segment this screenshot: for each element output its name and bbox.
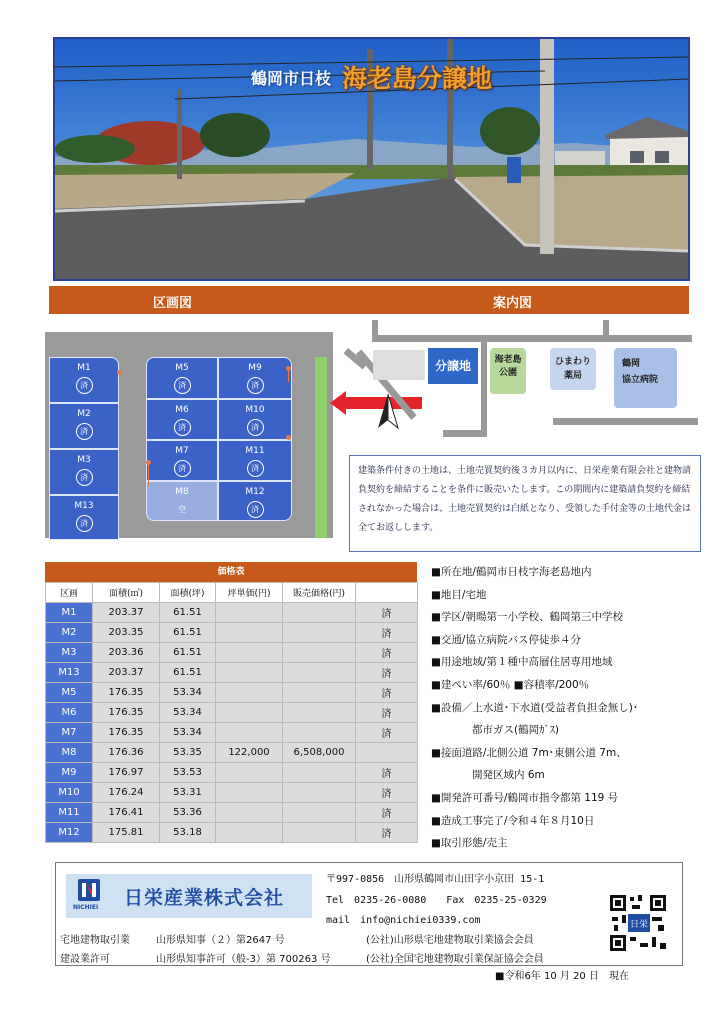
lot-cell: M7 [46, 723, 93, 743]
green-strip [315, 357, 327, 538]
table-row [46, 803, 418, 823]
info-facilities-cont: 都市ガス(鶴岡ｶﾞｽ) [472, 724, 559, 737]
table-cell: 済 [356, 623, 418, 643]
lot-m13[interactable] [49, 495, 119, 540]
map-road [603, 320, 609, 342]
table-row [46, 623, 418, 643]
table-cell: 済 [356, 803, 418, 823]
property-info [431, 561, 721, 855]
map-road [443, 430, 487, 437]
lot-m10[interactable] [218, 399, 292, 440]
company-box [55, 862, 683, 966]
boundary-marker-line [288, 368, 289, 382]
table-row [46, 823, 418, 843]
map-road [372, 320, 378, 342]
license2-label: 建設業許可 [60, 954, 110, 965]
table-cell: 済 [356, 763, 418, 783]
hero-title [55, 59, 688, 95]
lot-status-badge: 済 [174, 419, 191, 436]
table-cell: 6,508,000 [283, 743, 356, 763]
map-houses [373, 350, 425, 380]
table-cell [283, 723, 356, 743]
table-cell [216, 623, 283, 643]
table-cell: 53.34 [160, 683, 216, 703]
table-cell: 済 [356, 823, 418, 843]
table-row [46, 643, 418, 663]
info-school-district: ■学区/朝暘第一小学校、鶴岡第三中学校 [431, 611, 623, 624]
table-row [46, 763, 418, 783]
table-cell: 203.36 [93, 643, 160, 663]
table-cell: 176.35 [93, 723, 160, 743]
lot-status-badge: 済 [174, 460, 191, 477]
table-cell: 53.35 [160, 743, 216, 763]
as-of-date: ■令和6年 10 月 20 日 現在 [495, 971, 629, 982]
table-cell [216, 643, 283, 663]
map-pharmacy [550, 348, 596, 390]
table-cell: 61.51 [160, 643, 216, 663]
lot-cell: M11 [46, 803, 93, 823]
map-road [553, 418, 698, 425]
col-header: 販売価格(円) [283, 583, 356, 603]
license2-value: 山形県知事許可（般-3）第 700263 号 [156, 954, 331, 965]
table-cell [283, 643, 356, 663]
table-cell: 53.53 [160, 763, 216, 783]
lot-status-badge: 済 [247, 501, 264, 518]
lot-m9[interactable] [218, 357, 292, 399]
lot-cell: M9 [46, 763, 93, 783]
lot-m5[interactable] [146, 357, 218, 399]
table-cell [283, 603, 356, 623]
hero-photo [53, 37, 690, 281]
map-pharmacy-label: ひまわり 薬局 [554, 357, 591, 381]
table-cell: 203.35 [93, 623, 160, 643]
table-cell [216, 823, 283, 843]
table-cell [216, 763, 283, 783]
col-header [356, 583, 418, 603]
col-header: 面積(坪) [160, 583, 216, 603]
info-transaction-type: ■取引形態/売主 [431, 837, 508, 850]
lot-status-badge: 済 [247, 460, 264, 477]
hero-main-title: 海老島分譲地 [342, 64, 493, 93]
lot-status-badge: 済 [247, 419, 264, 436]
lot-label: M3 [77, 455, 91, 465]
table-cell: 済 [356, 703, 418, 723]
table-cell: 176.35 [93, 683, 160, 703]
lot-cell: M2 [46, 623, 93, 643]
price-table [45, 562, 417, 843]
map-road [481, 335, 487, 437]
table-cell [216, 703, 283, 723]
info-road-access-cont: 開発区域内 6m [472, 769, 545, 782]
lot-cell: M1 [46, 603, 93, 623]
lot-m1[interactable] [49, 357, 119, 403]
sales-condition-note: 建築条件付きの土地は、土地売買契約後３カ月以内に、日栄産業有限会社と建物請負契約を締結することを条件に販売いたします。この期間内に建築請負契約を締結されなかった場合は、土地売買契約は白紙となり、受領した手付金等の土地代金は全てお返しします。 [349, 455, 701, 552]
price-table-body [46, 603, 418, 843]
company-address: 〒997-0856 山形県鶴岡市山田字小京田 15-1 [326, 874, 545, 885]
lot-label: M6 [175, 405, 189, 415]
association2: (公社)全国宅地建物取引業保証協会会員 [366, 954, 544, 965]
lot-label: M8 [175, 487, 189, 497]
table-row [46, 603, 418, 623]
table-cell: 176.41 [93, 803, 160, 823]
table-cell: 済 [356, 643, 418, 663]
table-cell [356, 743, 418, 763]
table-row [46, 783, 418, 803]
lot-label: M10 [245, 405, 265, 415]
table-cell: 済 [356, 683, 418, 703]
table-cell: 61.51 [160, 663, 216, 683]
table-cell [283, 763, 356, 783]
table-cell: 済 [356, 603, 418, 623]
lot-label: M9 [248, 363, 262, 373]
lot-label: M11 [245, 446, 265, 456]
company-name: 日栄産業株式会社 [124, 887, 285, 909]
map-hospital-label: 鶴岡 協立病院 [622, 359, 659, 385]
table-cell: 122,000 [216, 743, 283, 763]
guide-map [348, 320, 698, 442]
company-email[interactable]: mail info@nichiei0339.com [326, 915, 481, 926]
table-cell: 176.36 [93, 743, 160, 763]
table-cell [283, 663, 356, 683]
lot-cell: M3 [46, 643, 93, 663]
price-table-header-row [46, 583, 418, 603]
table-cell [283, 623, 356, 643]
table-row [46, 663, 418, 683]
info-completion: ■造成工事完了/令和４年８月10日 [431, 814, 595, 827]
table-cell: 済 [356, 783, 418, 803]
company-logo-subtext: NICHIEI [73, 904, 99, 911]
lot-label: M5 [175, 363, 189, 373]
lot-m12[interactable] [218, 481, 292, 521]
table-cell [216, 603, 283, 623]
lot-cell: M10 [46, 783, 93, 803]
lot-label: M1 [77, 363, 91, 373]
lot-m7[interactable] [146, 440, 218, 481]
lot-label: M2 [77, 409, 91, 419]
table-cell [216, 663, 283, 683]
map-site-label: 分譲地 [434, 359, 471, 373]
table-cell: 53.34 [160, 723, 216, 743]
table-cell: 53.36 [160, 803, 216, 823]
map-park [490, 348, 526, 394]
table-cell: 53.18 [160, 823, 216, 843]
info-road-access: ■接面道路/北側公道 7m･東側公道 7m、 [431, 746, 627, 759]
lot-status-badge: 済 [76, 377, 93, 394]
boundary-marker [286, 435, 291, 440]
lot-m8[interactable] [146, 481, 218, 521]
boundary-marker-line [119, 372, 120, 386]
price-table-title: 価格表 [45, 562, 417, 582]
lot-status-badge: 済 [174, 377, 191, 394]
section-header-bar [49, 286, 689, 314]
table-cell: 61.51 [160, 623, 216, 643]
map-hospital [614, 348, 677, 408]
table-cell: 済 [356, 663, 418, 683]
company-logo-icon [78, 879, 100, 901]
lot-status-badge: 済 [247, 377, 264, 394]
col-header: 面積(㎡) [93, 583, 160, 603]
table-cell [283, 783, 356, 803]
table-cell: 176.24 [93, 783, 160, 803]
table-cell [283, 683, 356, 703]
lot-status-badge: 済 [76, 515, 93, 532]
table-row [46, 723, 418, 743]
info-facilities: ■設備／上水道･下水道(受益者負担金無し)･ [431, 701, 639, 714]
north-arrow-icon [373, 390, 403, 432]
lot-status-badge: 済 [76, 469, 93, 486]
table-cell: 53.31 [160, 783, 216, 803]
info-transport: ■交通/協立病院バス停徒歩４分 [431, 633, 581, 646]
info-zoning: ■用途地域/第１種中高層住居専用地域 [431, 656, 613, 669]
table-cell: 203.37 [93, 663, 160, 683]
table-cell: 175.81 [93, 823, 160, 843]
license1-value: 山形県知事（２）第2647 号 [156, 935, 285, 946]
info-permit-number: ■開発許可番号/鶴岡市指令都第 119 号 [431, 791, 619, 804]
table-cell: 176.97 [93, 763, 160, 783]
map-road [372, 335, 692, 342]
lot-m6[interactable] [146, 399, 218, 440]
table-cell: 61.51 [160, 603, 216, 623]
qr-code-icon[interactable] [608, 893, 668, 953]
table-cell [283, 703, 356, 723]
table-cell: 176.35 [93, 703, 160, 723]
table-cell [216, 803, 283, 823]
map-site [428, 348, 478, 384]
info-location: ■所在地/鶴岡市日枝字海老島地内 [431, 566, 592, 578]
info-coverage-ratio: ■建ぺい率/60％ ■容積率/200％ [431, 678, 590, 691]
map-heading: 案内図 [493, 296, 533, 311]
lot-m2[interactable] [49, 403, 119, 449]
company-logo-banner [66, 874, 312, 918]
table-row [46, 683, 418, 703]
lot-label: M13 [74, 501, 94, 511]
table-cell [283, 823, 356, 843]
lot-m3[interactable] [49, 449, 119, 495]
price-table-grid [45, 582, 418, 843]
lot-status-badge: 済 [76, 423, 93, 440]
col-header: 区画 [46, 583, 93, 603]
lot-label: M12 [245, 487, 265, 497]
hero-subtitle: 鶴岡市日枝 [250, 68, 331, 88]
lot-cell: M8 [46, 743, 93, 763]
lot-m11[interactable] [218, 440, 292, 481]
license1-label: 宅地建物取引業 [60, 935, 130, 946]
qr-label: 日栄 [629, 920, 649, 930]
lot-cell: M12 [46, 823, 93, 843]
lot-status-badge: 空 [178, 505, 186, 514]
lot-cell: M13 [46, 663, 93, 683]
lot-label: M7 [175, 446, 189, 456]
table-cell [216, 723, 283, 743]
info-land-category: ■地目/宅地 [431, 588, 487, 601]
boundary-marker-line [148, 462, 149, 486]
plan-heading: 区画図 [153, 296, 193, 311]
lot-cell: M6 [46, 703, 93, 723]
company-phone-fax: Tel 0235-26-0080 Fax 0235-25-0329 [326, 895, 547, 906]
table-cell [216, 683, 283, 703]
table-cell: 済 [356, 723, 418, 743]
table-cell: 203.37 [93, 603, 160, 623]
lot-plan [45, 332, 333, 538]
table-cell [216, 783, 283, 803]
lot-cell: M5 [46, 683, 93, 703]
table-cell [283, 803, 356, 823]
table-cell: 53.34 [160, 703, 216, 723]
table-row [46, 703, 418, 723]
table-row [46, 743, 418, 763]
map-park-label: 海老島 公園 [494, 355, 522, 378]
col-header: 坪単価(円) [216, 583, 283, 603]
association1: (公社)山形県宅地建物取引業協会会員 [366, 935, 534, 946]
